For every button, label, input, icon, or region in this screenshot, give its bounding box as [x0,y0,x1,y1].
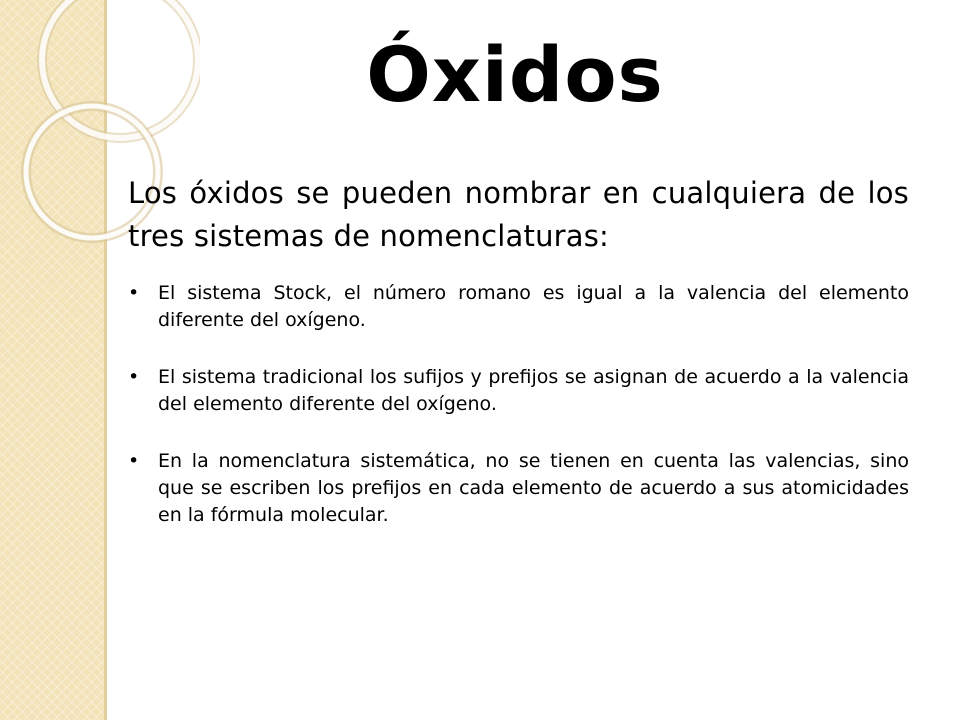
bullet-item-tradicional [128,364,909,418]
bullet-dot-icon: • [128,450,140,472]
bullet-list [128,280,909,529]
bullet-text-tradicional: El sistema tradicional los sufijos y prefijos se asignan de acuerdo a la valencia del elemento diferente del oxígeno. [158,366,909,415]
bullet-item-stock [128,280,909,334]
bullet-dot-icon: • [128,366,140,388]
bullet-dot-icon: • [128,282,140,304]
slide-content [128,172,909,559]
bullet-item-sistematica [128,448,909,529]
slide-title: Óxidos [366,30,664,119]
intro-paragraph: Los óxidos se pueden nombrar en cualquiera de los tres sistemas de nomenclaturas: [128,176,909,253]
bullet-text-stock: El sistema Stock, el número romano es igual a la valencia del elemento diferente del oxígeno. [158,282,909,331]
bullet-text-sistematica: En la nomenclatura sistemática, no se tienen en cuenta las valencias, sino que se escriben los prefijos en cada elemento de acuerdo a sus atomicidades en la fórmula molecular. [158,450,909,526]
